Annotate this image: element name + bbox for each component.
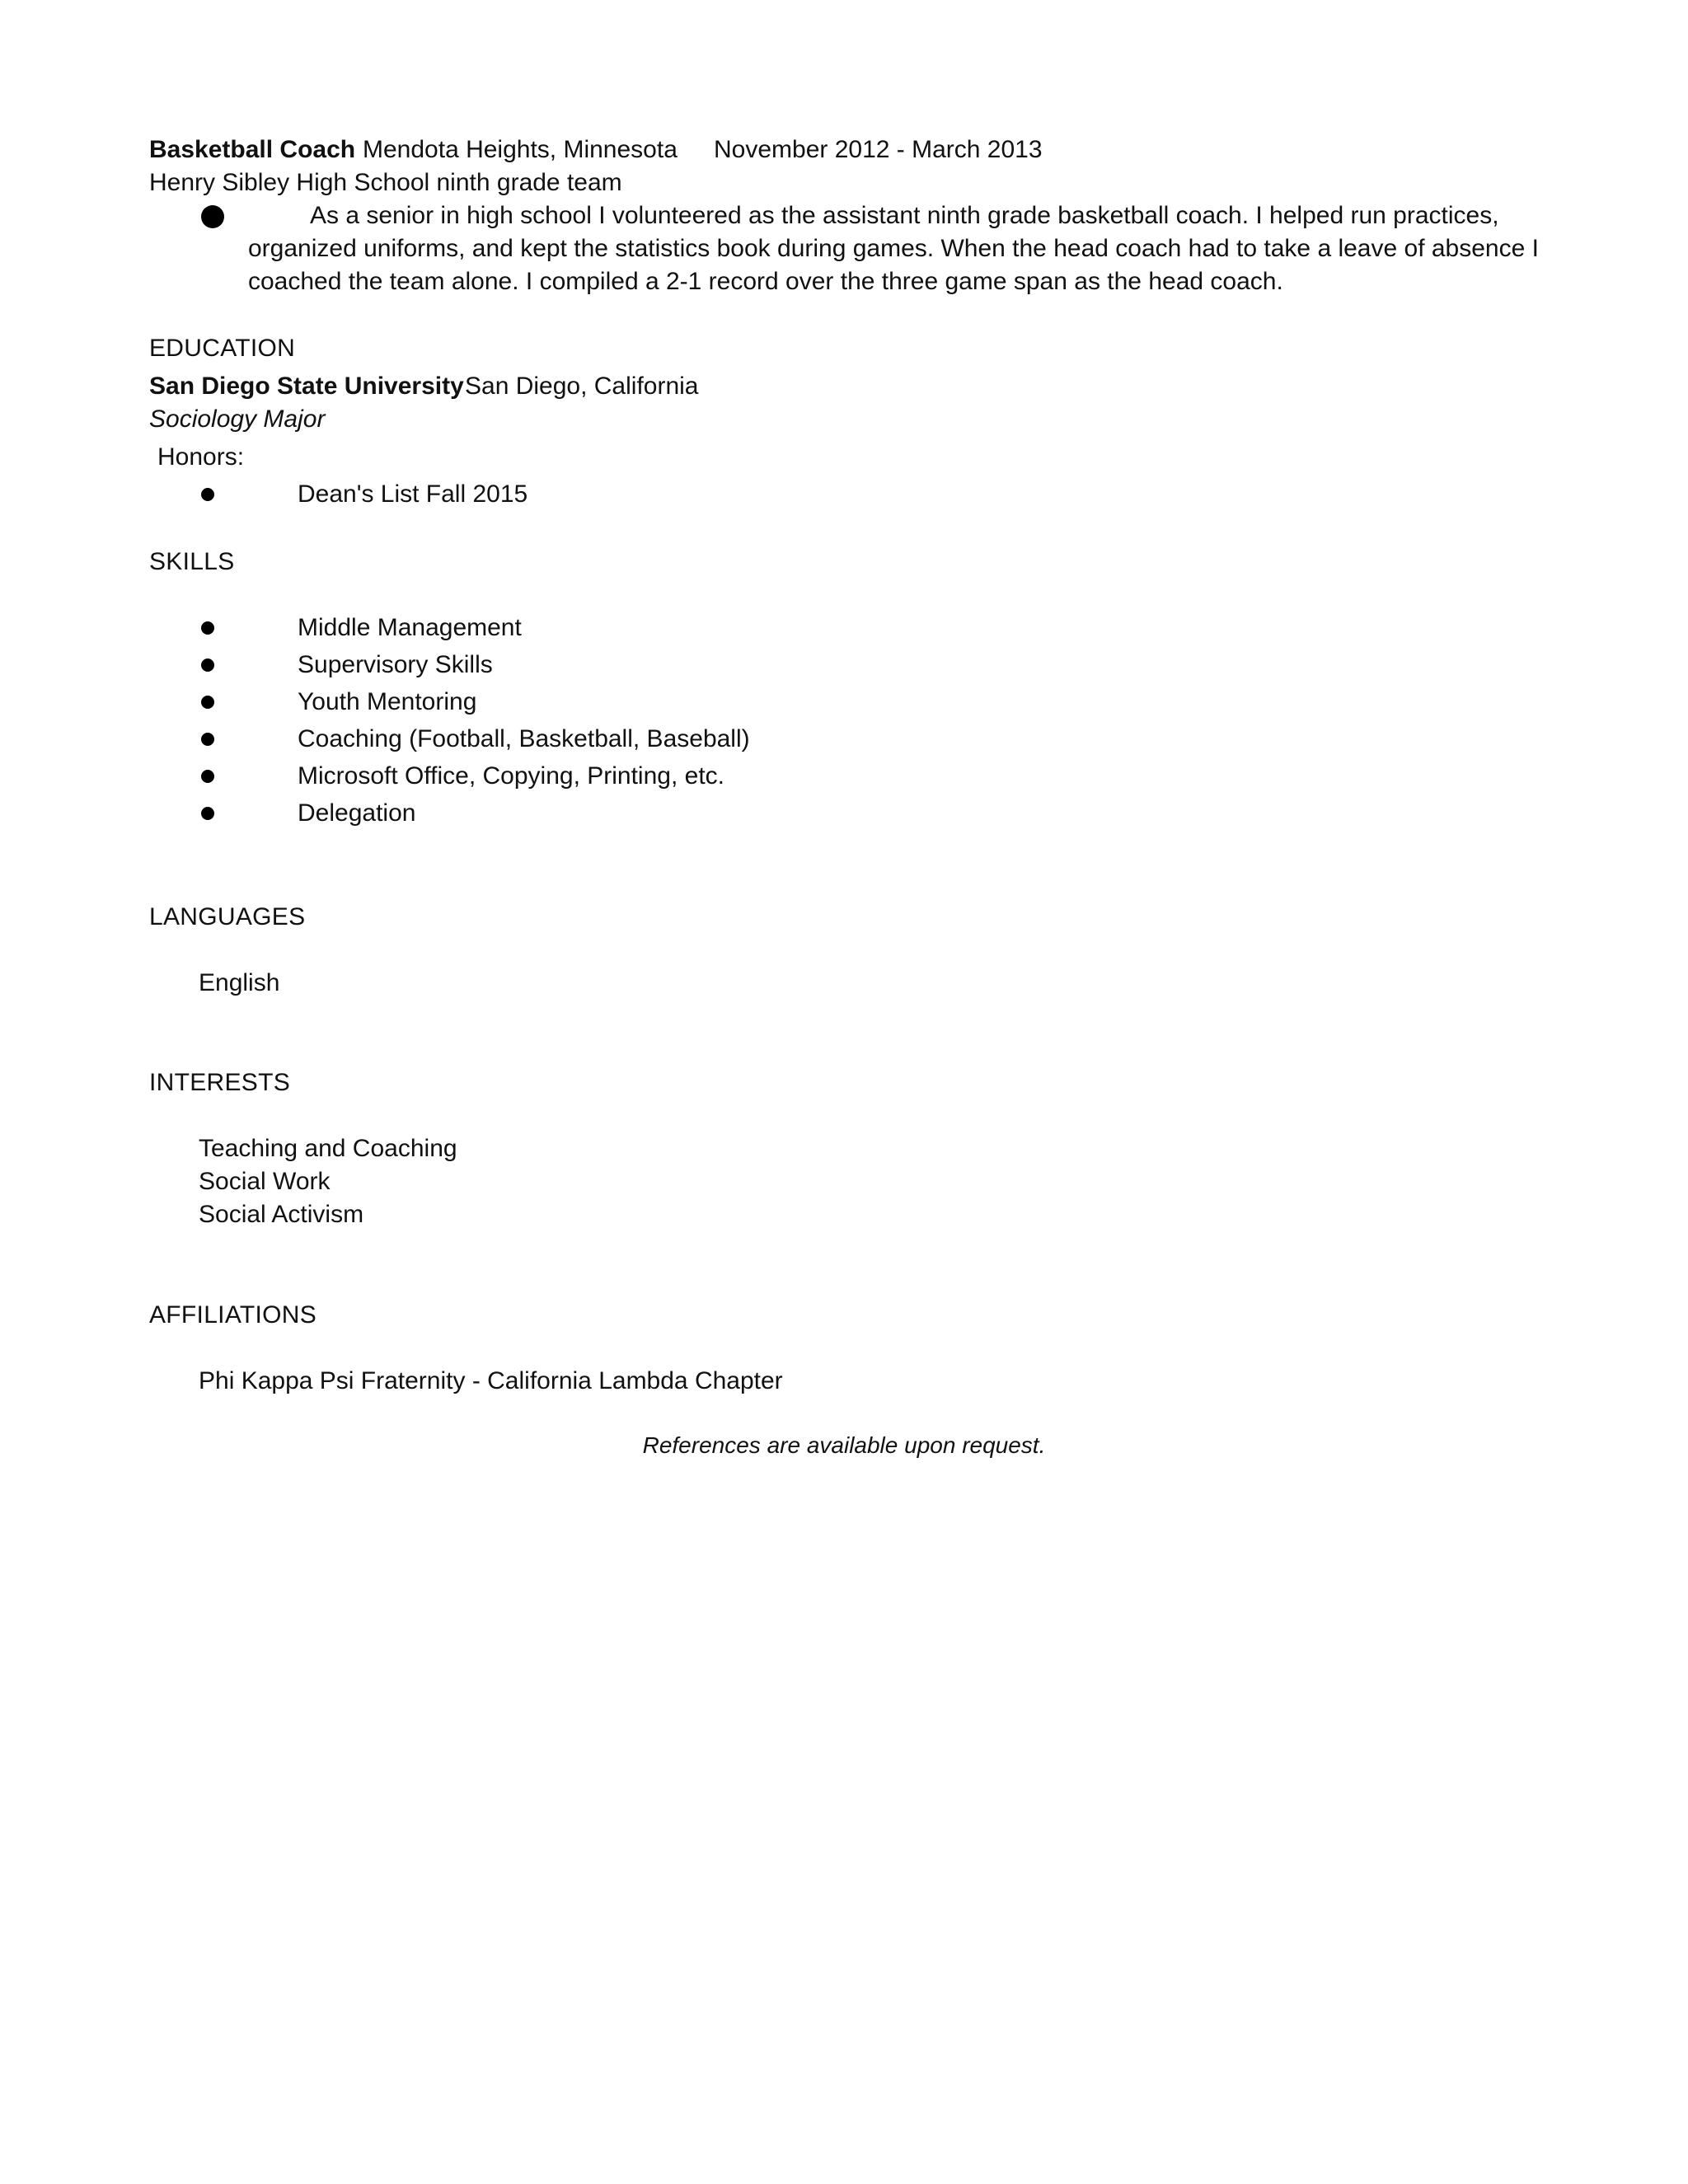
list-item (0, 649, 1688, 686)
skill-item: Microsoft Office, Copying, Printing, etc. (298, 762, 724, 790)
bullet-icon (201, 658, 214, 672)
skill-item: Supervisory Skills (298, 651, 493, 678)
school-location: San Diego, California (465, 373, 699, 400)
list-item (0, 612, 1688, 649)
list-item (0, 760, 1688, 797)
major: Sociology Major (149, 405, 326, 433)
section-heading-affiliations: AFFILIATIONS (149, 1301, 317, 1329)
bullet-icon (201, 205, 224, 228)
list-item (0, 686, 1688, 723)
bullet-icon (201, 733, 214, 746)
bullet-icon (201, 696, 214, 709)
bullet-icon (201, 621, 214, 635)
bullet-icon (201, 488, 214, 501)
bullet-icon (201, 807, 214, 820)
section-heading-interests: INTERESTS (149, 1069, 291, 1096)
honors-label: Honors: (157, 443, 245, 471)
interest-item: Social Activism (199, 1201, 364, 1228)
section-heading-education: EDUCATION (149, 335, 296, 362)
bullet-icon (201, 770, 214, 783)
section-heading-languages: LANGUAGES (149, 903, 306, 930)
affiliation-item: Phi Kappa Psi Fraternity - California Lambda Chapter (199, 1367, 783, 1394)
honors-item: Dean's List Fall 2015 (298, 480, 528, 508)
interest-item: Teaching and Coaching (199, 1135, 457, 1162)
school-name: San Diego State University (149, 373, 464, 400)
interest-item: Social Work (199, 1168, 331, 1195)
references-note: References are available upon request. (642, 1432, 1046, 1458)
section-heading-skills: SKILLS (149, 548, 235, 575)
skill-item: Coaching (Football, Basketball, Baseball) (298, 725, 750, 752)
job-location: Mendota Heights, Minnesota (363, 136, 678, 163)
skill-item: Delegation (298, 799, 416, 827)
skill-item: Youth Mentoring (298, 688, 477, 715)
job-organization: Henry Sibley High School ninth grade team (149, 169, 622, 196)
list-item (0, 797, 1688, 834)
job-title: Basketball Coach (149, 136, 356, 163)
language-item: English (199, 969, 280, 996)
job-description: As a senior in high school I volunteered as the assistant ninth grade basketball coach. I helped run practices, organized uniforms, and kept the statistics book during games. When the head coach had to take a leave of absence I coached the team alone. I compiled a 2-1 record over the three game span as the head coach. (248, 202, 1539, 295)
list-item (0, 723, 1688, 760)
job-dates: November 2012 - March 2013 (714, 136, 1043, 163)
skill-item: Middle Management (298, 614, 522, 641)
